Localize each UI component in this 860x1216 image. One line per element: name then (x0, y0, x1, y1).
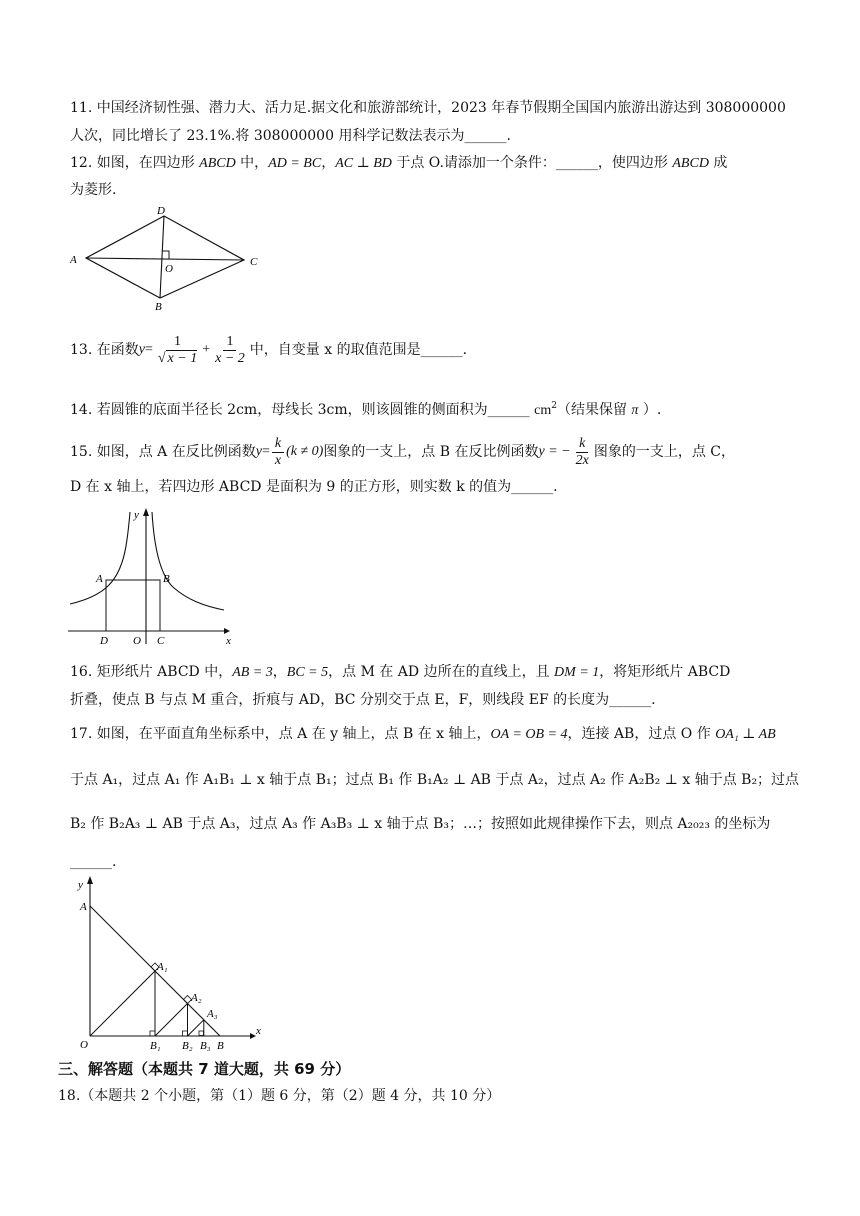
label-b1: B₁ (150, 1040, 161, 1052)
q17-oa1-perp: OA₁ ⊥ AB (715, 727, 776, 742)
q17-line-4: ______. (70, 854, 117, 870)
right-angle-b1 (150, 1031, 155, 1036)
hyperbola-right-branch (152, 512, 224, 610)
q15-f1-num: k (272, 436, 284, 453)
q12-line-2: 为菱形. (70, 182, 117, 198)
q16-text-1: 16. 矩形纸片 ABCD 中， (70, 664, 233, 680)
q12-text-6: AC ⊥ BD (335, 156, 392, 171)
segment-b2a3 (188, 1020, 204, 1036)
q12-text-1: 12. 如图，在四边形 (70, 155, 200, 171)
q17-line-1 (70, 724, 795, 745)
q12-text-2: ABCD (199, 156, 236, 171)
q13-fraction-2 (212, 334, 248, 367)
q17-coordinate-figure (70, 874, 270, 1054)
label-d: D (100, 635, 108, 647)
label-b: B (155, 301, 162, 312)
y-axis-arrow (143, 508, 149, 516)
q15-text-3: 图象的一支上，点 C， (593, 444, 736, 460)
hyperbola-left-branch (70, 512, 130, 604)
q16-text-2: ，点 M 在 AD 边所在的直线上，且 (328, 664, 555, 680)
q15-f2-num: k (576, 436, 588, 453)
q15-neg: y = − (538, 444, 571, 459)
q14-text-2: （结果保留 (556, 402, 632, 418)
q15-hyperbola-figure (64, 506, 234, 648)
q16-sep: ， (272, 664, 287, 680)
q18-line: 18.（本题共 2 个小题，第（1）题 6 分，第（2）题 4 分，共 10 分） (58, 1088, 501, 1104)
q13-f2-num: 1 (223, 334, 236, 351)
label-b: B (163, 573, 170, 585)
q12-text-4: AD = BC (268, 156, 322, 171)
label-c: C (250, 256, 258, 268)
q12-text-3: 中， (235, 155, 269, 171)
q15-line-1 (70, 432, 795, 472)
label-c: C (157, 635, 165, 647)
q13-f2-den: x − 2 (215, 350, 245, 366)
label-o: O (165, 263, 173, 275)
right-angle-mark (162, 251, 169, 259)
q13-f1-num: 1 (171, 334, 184, 351)
q15-y: y (255, 444, 262, 459)
q12-text-5: ， (321, 155, 336, 171)
label-a2: A₂ (191, 992, 202, 1004)
q15-f2-den: 2x (575, 452, 589, 468)
label-b2: B₂ (182, 1040, 193, 1052)
label-x: x (256, 1025, 261, 1037)
label-y: y (134, 509, 139, 521)
label-a: A (80, 901, 87, 913)
q17-oa-ob: OA = OB = 4 (490, 727, 568, 742)
q15-cond: (k ≠ 0) (286, 444, 324, 459)
q13-f1-radicand: x − 1 (167, 350, 198, 366)
q13-line (70, 330, 795, 370)
label-o: O (133, 635, 141, 647)
q13-fraction-1 (155, 334, 200, 367)
q14-unit-sup: 2 (551, 401, 557, 411)
square-abcd (106, 580, 160, 631)
q15-eq: = (261, 444, 270, 459)
right-angle-b2 (183, 1031, 188, 1036)
diagonal-ac (86, 258, 244, 260)
q15-text-1: 15. 如图，点 A 在反比例函数 (70, 444, 256, 460)
label-d: D (157, 205, 165, 217)
q17-line-2: 于点 A₁，过点 A₁ 作 A₁B₁ ⊥ x 轴于点 B₁；过点 B₁ 作 B₁A₂ ⊥ AB 于点 A₂，过点 A₂ 作 A₂B₂ ⊥ x 轴于点 B₂；过点 (70, 772, 800, 788)
q15-fraction-2 (573, 436, 592, 469)
section-heading: 三、解答题（本题共 7 道大题，共 69 分） (58, 1060, 351, 1078)
label-a1: A₁ (157, 961, 168, 973)
q13-text-1: 13. 在函数 (70, 342, 139, 358)
q15-f1-den: x (274, 452, 282, 468)
label-b: B (217, 1040, 224, 1052)
right-angle-b3 (199, 1031, 204, 1036)
q12-text-8: ABCD (672, 156, 709, 171)
q13-y: y (138, 342, 145, 357)
label-o: O (80, 1039, 88, 1051)
q12-text-9: 成 (708, 155, 728, 171)
q11-line-1: 11. 中国经济韧性强、潜力大、活力足.据文化和旅游部统计，2023 年春节假期全国国内旅游出游达到 308000000 (70, 100, 786, 116)
rhombus-outline (86, 216, 244, 298)
label-a: A (96, 573, 103, 585)
q13-f1-den: √ x − 1 (157, 350, 198, 366)
q17-line-3: B₂ 作 B₂A₃ ⊥ AB 于点 A₃，过点 A₃ 作 A₃B₃ ⊥ x 轴于点 B₃；…；按照如此规律操作下去，则点 A₂₀₂₃ 的坐标为 (70, 816, 771, 832)
segment-oa1 (90, 971, 155, 1036)
q12-rhombus-figure (62, 202, 272, 312)
q15-fraction-1 (272, 436, 284, 469)
q15-text-2: 图象的一支上，点 B 在反比例函数 (323, 444, 539, 460)
q13-eq: = (144, 342, 153, 357)
q14-unit: cm (534, 403, 552, 418)
q16-bc: BC = 5 (286, 665, 329, 680)
q12-line-1 (70, 153, 795, 174)
q17-text-2: ，连接 AB，过点 O 作 (567, 726, 716, 742)
q15-line-2: D 在 x 轴上，若四边形 ABCD 是面积为 9 的正方形，则实数 k 的值为______. (70, 479, 558, 495)
q16-line-2: 折叠，使点 B 与点 M 重合，折痕与 AD，BC 分别交于点 E，F，则线段 EF 的长度为______. (70, 692, 656, 708)
label-a3: A₃ (207, 1008, 218, 1020)
q16-dm: DM = 1 (554, 665, 600, 680)
label-y: y (78, 879, 83, 891)
label-b3: B₃ (200, 1040, 211, 1052)
q17-text-1: 17. 如图，在平面直角坐标系中，点 A 在 y 轴上，点 B 在 x 轴上， (70, 726, 491, 742)
q12-text-7: 于点 O.请添加一个条件：______，使四边形 (391, 155, 673, 171)
q13-plus: + (202, 342, 211, 357)
q11-line-2: 人次，同比增长了 23.1%.将 308000000 用科学记数法表示为______. (70, 128, 511, 144)
y-axis-arrow (87, 876, 93, 884)
q14-text-1: 14. 若圆锥的底面半径长 2cm，母线长 3cm，则该圆锥的侧面积为______ (70, 402, 535, 418)
q16-text-3: ，将矩形纸片 ABCD (599, 664, 731, 680)
diagonal-bd (160, 216, 164, 298)
q16-line-1 (70, 662, 795, 683)
x-axis-arrow (224, 628, 230, 634)
label-x: x (226, 635, 231, 647)
q14-pi: π (631, 403, 639, 418)
q13-text-2: 中，自变量 x 的取值范围是______. (249, 342, 468, 358)
q14-text-3: ）. (638, 402, 662, 418)
q14-line (70, 396, 795, 421)
label-a: A (70, 254, 77, 266)
q16-ab: AB = 3 (232, 665, 273, 680)
